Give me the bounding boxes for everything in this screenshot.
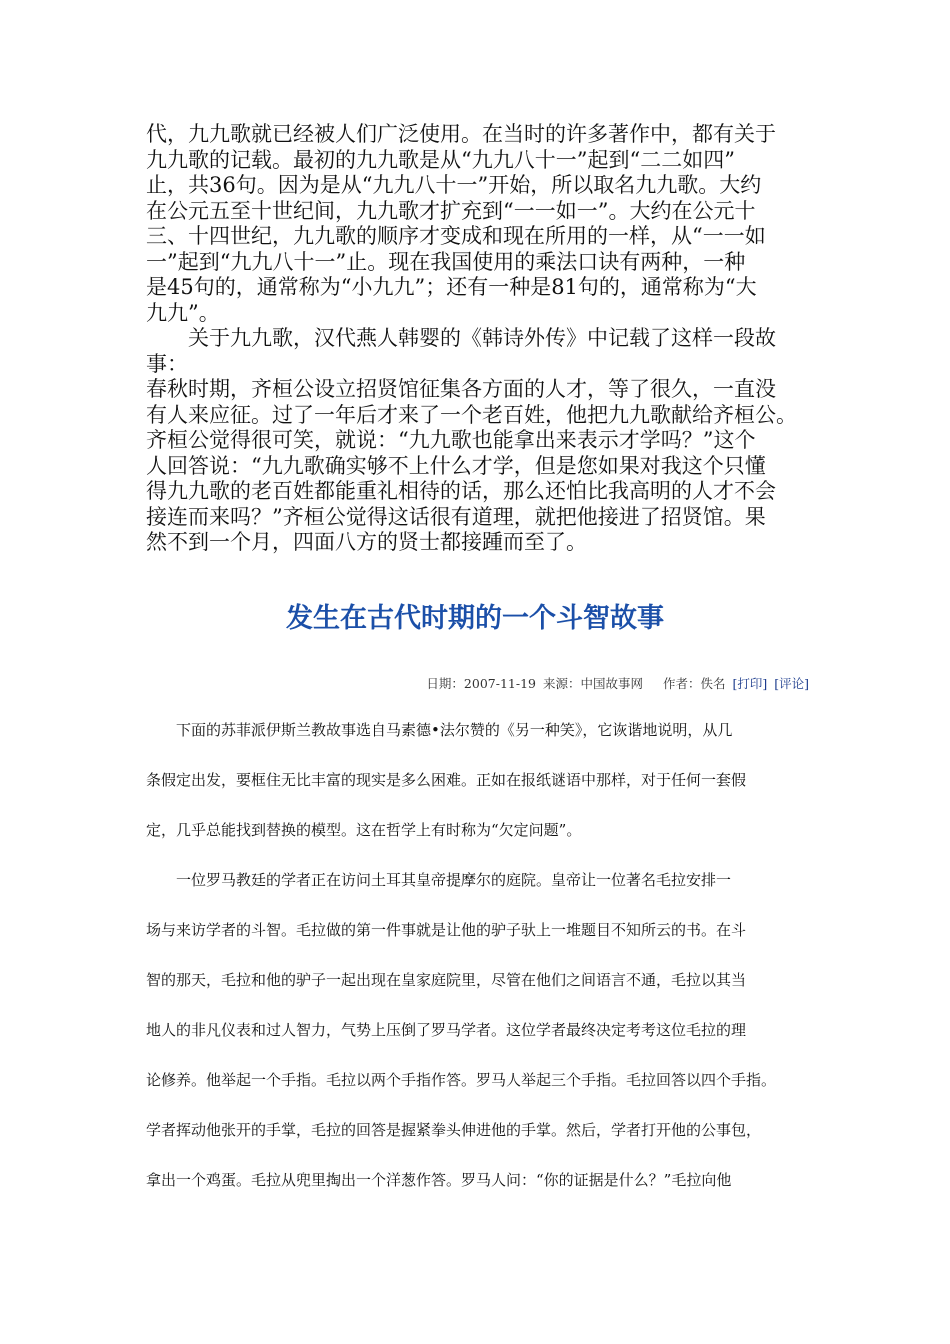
- text-line: 人回答说：“九九歌确实够不上什么才学，但是您如果对我这个只懂: [146, 453, 766, 478]
- article-line: 地人的非凡仪表和过人智力，气势上压倒了罗马学者。这位学者最终决定考考这位毛拉的理: [146, 1021, 747, 1039]
- article-line: 学者挥动他张开的手掌，毛拉的回答是握紧拳头伸进他的手掌。然后，学者打开他的公事包，: [146, 1121, 762, 1139]
- article-line: 场与来访学者的斗智。毛拉做的第一件事就是让他的驴子驮上一堆题目不知所云的书。在斗: [146, 921, 747, 939]
- text-line: 是45句的，通常称为“小九九”；还有一种是81句的，通常称为“大: [146, 275, 757, 299]
- meta-date: 日期：2007-11-19: [426, 676, 536, 691]
- article-line: 智的那天，毛拉和他的驴子一起出现在皇家庭院里，尽管在他们之间语言不通，毛拉以其当: [146, 971, 747, 989]
- text-line: 有人来应征。过了一年后才来了一个老百姓，他把九九歌献给齐桓公。: [146, 402, 797, 427]
- nine-nine-song-passage: [146, 122, 814, 556]
- text-line: 九九”。: [146, 300, 220, 325]
- print-link[interactable]: [打印]: [732, 676, 768, 691]
- text-line: 得九九歌的老百姓都能重礼相待的话，那么还怕比我高明的人才不会: [146, 479, 776, 503]
- text-line: 关于九九歌，汉代燕人韩婴的《韩诗外传》中记载了这样一段故: [146, 326, 776, 350]
- article-line: 定，几乎总能找到替换的模型。这在哲学上有时称为“欠定问题”。: [146, 821, 582, 839]
- text-line: 九九歌的记载。最初的九九歌是从“九九八十一”起到“二二如四”: [146, 147, 735, 172]
- text-line: 一”起到“九九八十一”止。现在我国使用的乘法口诀有两种，一种: [146, 249, 746, 274]
- article-line: 条假定出发，要框住无比丰富的现实是多么困难。正如在报纸谜语中那样，对于任何一套假: [146, 771, 747, 789]
- comment-link[interactable]: [评论]: [774, 676, 809, 691]
- article-line: 下面的苏菲派伊斯兰教故事选自马素德•法尔赞的《另一种笑》，它诙谐地说明，从几: [146, 721, 733, 739]
- text-line: 春秋时期，齐桓公设立招贤馆征集各方面的人才，等了很久，一直没: [146, 377, 776, 401]
- meta-author: 作者：佚名: [662, 676, 726, 691]
- text-line: 代，九九歌就已经被人们广泛使用。在当时的许多著作中，都有关于: [146, 122, 776, 146]
- article-line: 拿出一个鸡蛋。毛拉从兜里掏出一个洋葱作答。罗马人问：“你的证据是什么？”毛拉向他: [146, 1171, 732, 1189]
- text-line: 然不到一个月，四面八方的贤士都接踵而至了。: [146, 530, 587, 554]
- text-line: 接连而来吗？”齐桓公觉得这话很有道理，就把他接进了招贤馆。果: [146, 504, 766, 529]
- article-line: 论修养。他举起一个手指。毛拉以两个手指作答。罗马人举起三个手指。毛拉回答以四个手指。: [146, 1071, 777, 1089]
- article-meta: [146, 674, 809, 692]
- article-line: 一位罗马教廷的学者正在访问土耳其皇帝提摩尔的庭院。皇帝让一位著名毛拉安排一: [146, 871, 732, 889]
- text-line: 事：: [146, 351, 188, 376]
- text-line: 在公元五至十世纪间，九九歌才扩充到“一一如一”。大约在公元十: [146, 198, 756, 223]
- text-line: 三、十四世纪，九九歌的顺序才变成和现在所用的一样，从“一一如: [146, 224, 766, 248]
- article-title: 发生在古代时期的一个斗智故事: [286, 603, 664, 634]
- text-line: 止，共36句。因为是从“九九八十一”开始，所以取名九九歌。大约: [146, 173, 762, 197]
- text-line: 齐桓公觉得很可笑，就说：“九九歌也能拿出来表示才学吗？”这个: [146, 428, 756, 452]
- meta-source: 来源：中国故事网: [542, 676, 643, 691]
